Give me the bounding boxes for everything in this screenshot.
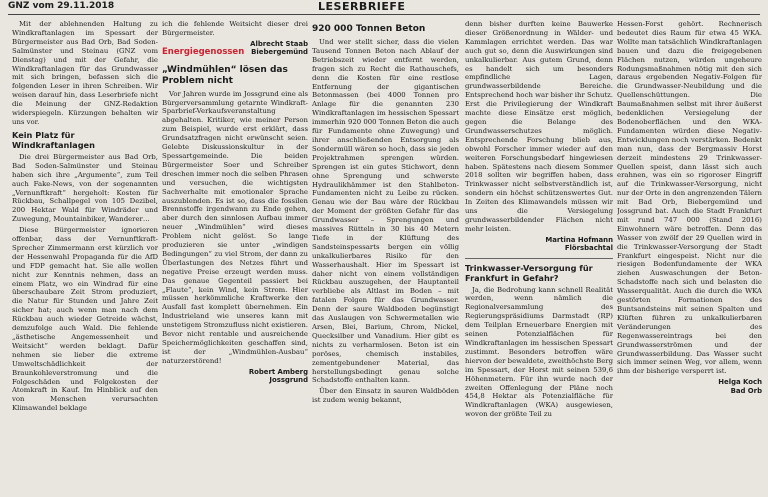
column-2 (162, 20, 308, 495)
letter-paragraph: Vor Jahren wurde im Jossgrund eine als Bürgerversammlung getarnte Windkraft-Sparbrief-Verkaufsveranstaltung abgehalten. Kritiker, wie meiner Person zum Beispiel, wurde erst erklärt, dass Grundsatzfragen nicht erwünscht seien. Gelebte Diskussionskultur in der Spessartgemeinde. Die beiden Bürgermeister Soer und Schreiber dreschen immer noch die selben Phrasen und versuchen, die wichtigsten Sachverhalte mit emotionaler Sprache auszublenden. Es ist so, dass die fossilen Brennstoffe irgendwann zu Ende gehen, aber durch den sinnlosen Aufbau immer neuer „Windmühlen“ wird dieses Problem nicht gelöst. So lange produzieren sie unter „windigen Bedingungen“ zu viel Strom, der dann zu Überlastungen des Netzes führt und negative Preise erzeugt werden muss. Das genaue Gegenteil passiert bei „Flaute“, kein Wind, kein Strom. Hier müssen herkömmliche Kraftwerke den Ausfall fast komplett übernehmen. Ein Industrieland wie unseres kann mit unstetigem Stromzufluss nicht existieren. Bevor nicht rentable und ausreichende Speichermöglichkeiten geschaffen sind, ist der „Windmühlen-Ausbau“ naturzerstörend! (162, 89, 308, 365)
letter-paragraph: Diese Bürgermeister ignorieren offenbar, dass der Vernunftkraft-Sprecher Zimmermann erst kürzlich vor der Hessenwahl Propaganda für die AfD und FDP gemacht hat. Sie alle wollen nicht zur Kenntnis nehmen, dass an einem Platz, wo ein Windrad für eine überschaubare Zeit Strom produziert, die Natur für Stunden und Jahre Zeit sicher hat; auch wenn man nach dem Rückbau auch wieder Getreide wächst, demzufolge auch Wald. Die fehlende „ästhetische Angemessenheit und Weitsicht“ werden beklagt. Dafür nehmen sie lieber die extreme Umweltschädlichkeit der Braunkohleverstromung und die Folgeschäden und Folgekosten der Atomkraft in Kauf. Im Hinblick auf den von Menschen verursachten Klimawandel beklage (12, 226, 158, 413)
author-place: Flörsbachtal (564, 244, 613, 253)
author-name: Albrecht Staab (250, 39, 308, 48)
editorial-intro: Mit der ablehnenden Haltung zu Windkraftanlagen im Spessart der Bürgermeister aus Bad Orb, Bad Soden-Salmünster und Steinau (GNZ vom Dienstag) und mit der Gefahr, die Windkraftanlagen für das Grundwasser mit sich bringen, befassen sich die folgenden Leser in ihren Schreiben. Wir weisen darauf hin, dass Leserbriefe nicht die Meinung der GNZ-Redaktion widerspiegeln. Kürzungen behalten wir uns vor. (12, 20, 158, 126)
letter-signature (617, 378, 762, 395)
author-name: Robert Amberg (248, 367, 308, 376)
letter-paragraph: Die drei Bürgermeister aus Bad Orb, Bad Soden-Salmünster und Steinau haben sich ihre „Argumente“, zum Teil auch Fake-News, von der sogenannten „Vernunftkraft“ hergeholt: Kosten für Rückbau, Schallpegel von 105 Dezibel, 200 Hektar Wald für Windräder und Zuwegung, Mountainbiker, Wanderer… (12, 152, 158, 224)
letter-paragraph: denn bisher durften keine Bauwerke dieser Größenordnung in Wälder- und Kammlagen errichtet werden. Das war auch gut so, denn die Auswirkungen sind unkalkulierbar. Aus gutem Grund, denn es handelt sich um besonders empfindliche Lagen, grundwasserbildende Bereiche. Entsprechend hoch war bisher ihr Schutz. Erst die Privilegierung der Windkraft machte diese Einsätze erst möglich, gegen die Belange des Grundwasserschutzes möglich. Entsprechende Forschung blieb aus, obwohl Forscher immer wieder auf den weiteren Forschungsbedarf hingewiesen haben. Spätestens nach diesem Sommer 2018 sollten wir begriffen haben, dass Trinkwasser nicht selbstverständlich ist, sondern ein höchst schützenswertes Gut. In Zeiten des Klimawandels müssen wir uns die Versiegelung grundwasserbildender Flächen nicht mehr leisten. (465, 20, 613, 233)
column-3 (312, 20, 459, 495)
section-title: LESERBRIEFE (318, 0, 406, 13)
author-place: Biebergemünd (251, 48, 308, 57)
author-name: Martina Hofmann (545, 235, 613, 244)
column-4 (465, 20, 613, 495)
letter-divider (465, 258, 613, 259)
header-rule (8, 14, 760, 15)
column-1 (12, 20, 158, 495)
author-place: Bad Orb (730, 386, 762, 395)
publication-date: GNZ vom 29.11.2018 (8, 1, 115, 11)
letter-headline: Trinkwasser-Versorgung für Frankfurt in Gefahr? (465, 262, 593, 283)
letter-paragraph: Über den Einsatz in sauren Waldböden ist zudem wenig bekannt, (312, 387, 459, 405)
letter-paragraph: Und wer stellt sicher, dass die vielen Tausend Tonnen Beton nach Ablauf der Betriebszeit wieder entfernt werden, fragen sich zu Recht die Rathauschefs, denn die Kosten für eine restlose Entfernung der gigantischen Betonmassen (bei 4000 Tonnen pro Anlage für die genannten 230 Windkraftanlagen im hessischen Spessart immerhin 920 000 Tonnen Beton die auch für Fundamente ohne Zuwegung) und ihrer anschließenden Entsorgung als Sondermüll wären so hoch, dass sie jeden Projektrahmen sprengen würden. Sprengen ist ein gutes Stichwort, denn ohne Sprengung und schwerste Hydraulikhämmer ist den Stahlbeton-Fundamenten nicht zu Leibe zu rücken. Genau wie der Bau wäre der Rückbau der Moment der größten Gefahr für das Grundwasser – Sprengungen und massives Rütteln in 30 bis 40 Metern Tiefe in der Klüftung des Sandsteinspessarts bergen ein völlig unkalkulierbares Risiko für den Wasserhaushalt. Hier im Spessart ist daher nicht von einem vollständigen Rückbau auszugehen, der Hauptanteil verbliebe als Altlast im Boden – mit fatalen Folgen für das Grundwasser. Denn der saure Waldboden begünstigt das Auslaugen von Schwermetallen wie Arsen, Blei, Barium, Chrom, Nickel, Quecksilber und Vanadium. Hier gibt es nichts zu verharmlosen. Beton ist ein poröses, chemisch instabiles, zementgebundener Material, das herstellungsbedingt genau solche Schadstoffe enthalten kann. (312, 38, 459, 385)
letter-paragraph: ich die fehlende Weitsicht dieser drei Bürgermeister. (162, 20, 308, 37)
author-place: Jossgrund (269, 376, 308, 385)
letter-headline: „Windmühlen“ lösen das Problem nicht (162, 64, 288, 86)
letter-paragraph: Ja, die Bedrohung kann schnell Realität werden, wenn nämlich die Regionalversammlung des Regierungspräsidiums Darmstadt (RP) dem Teilplan Erneuerbare Energien mit seinen Potenzialflächen für Windkraftanlagen im hessischen Spessart zustimmt. Besonders betroffen wäre hiervon der bewaldete, zweithöchste Berg im Spessart, der Horst mit seinen 539,6 Höhenmetern. Für ihn wurde nach der zweiten Offenlegung der Pläne noch 454,8 Hektar als Potenzialfläche für Windkraftanlagen (WKA) ausgewiesen, wovon der größte Teil zu (465, 285, 613, 419)
letter-kicker: Energiegenossen (162, 46, 245, 57)
letter-headline: Kein Platz für Windkraftanlagen (12, 129, 95, 150)
letter-signature (465, 236, 613, 253)
letter-paragraph: Hessen-Forst gehört. Rechnerisch bedeutet dies Raum für etwa 45 WKA. Wollte man tatsächlich Windkraftanlagen bauen und dazu die freigegebenen Flächen nutzen, würden ungeheure Rodungsmaßnahmen nötig mit den sich daraus ergebenden Negativ-Folgen für die Grundwasser-Neubildung und die Quellenschüttungen. Die Baumaßnahmen selbst mit ihrer äußerst bedenklichen Versiegelung der Bodenoberflächen und den WKA-Fundamenten würden diese Negativ-Entwicklungen noch verstärken. Bedenkt man nun, dass der Bergmassiv Horst derzeit mindestens 29 Trinkwasser-Quellen speist, dann lässt sich auch erahnen, was ein so rigoroser Eingriff auf die Trinkwasser-Versorgung, nicht nur der Orte in den angrenzenden Tälern mit Bad Orb, Biebergemünd und Jossgrund bat. Auch die Stadt Frankfurt mit rund 747 000 (Stand 2016) Einwohnern wäre betroffen. Denn das Wasser von zwölf der 29 Quellen wird in die Trinkwasser-Versorgung der Stadt Frankfurt eingespeist. Nicht nur die riesigen Bodenfundamente der WKA ziehen Auswaschungen der Beton-Schadstoffe nach sich und belasten die Wasserqualität. Auch die durch die WKA gestörten Formationen des Buntsandsteins mit seinen Spalten und Klüften führen zu unkalkulierbaren Veränderungen des Regenwassereintrags bei den Grundwasserströmen und der Grundwasserbildung. Das Wasser sucht sich immer seinen Weg, vor allem, wenn ihm der bisherige versperrt ist. (617, 20, 762, 376)
column-5 (617, 20, 762, 495)
letter-headline: 920 000 Tonnen Beton (312, 24, 426, 34)
author-name: Helga Koch (718, 378, 762, 387)
letter-signature (162, 368, 308, 385)
